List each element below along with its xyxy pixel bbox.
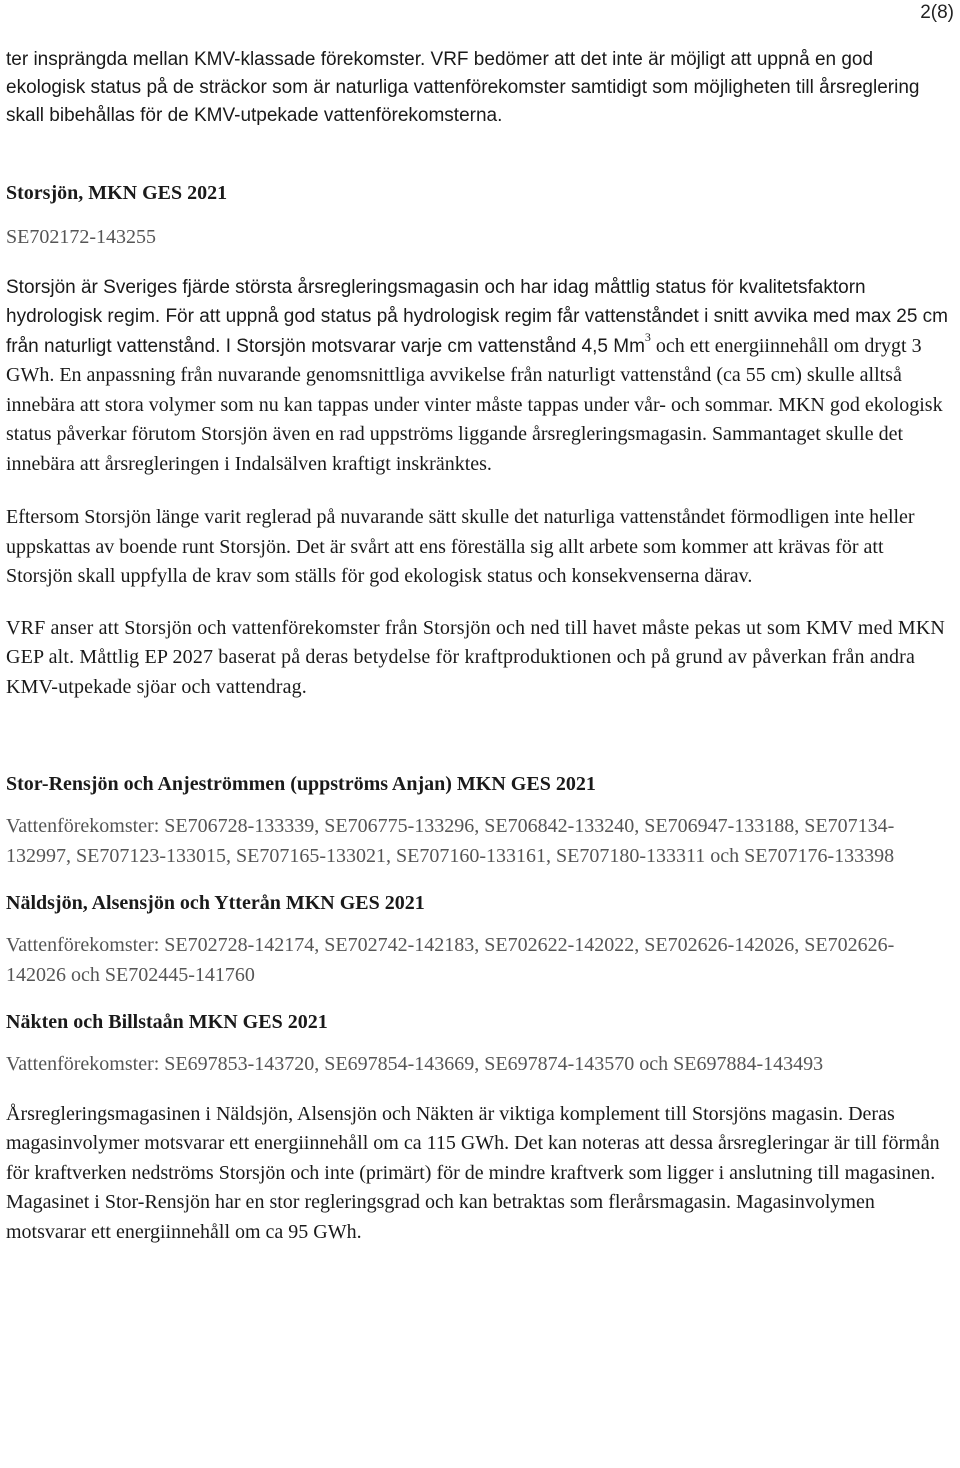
section-stor-rensjon (6, 770, 950, 871)
storsjon-paragraph-2: Eftersom Storsjön länge varit reglerad på nuvarande sätt skulle det naturliga vattenståndet förmodligen inte heller uppskattas av boende runt Storsjön. Det är svårt att ens föreställa sig allt arbete som kommer att krävas för att Storsjön skall uppfylla de krav som ställs för god ekologisk status och konsekvenserna därav. (6, 506, 915, 587)
storsjon-paragraph-1-sans: Storsjön är Sveriges fjärde största årsregleringsmagasin och har idag måttlig status för kvalitetsfaktorn hydrologisk regim. (6, 276, 866, 327)
intro-paragraph: ter insprängda mellan KMV-klassade förekomster. VRF bedömer att det inte är möjligt att uppnå en god ekologisk status på de sträckor som är naturliga vattenförekomster samtidigt som möjligheten till årsreglering skall bibehållas för de KMV-utpekade vattenförekomsterna. (6, 49, 920, 126)
section-heading-naldsjon: Näldsjön, Alsensjön och Ytterån MKN GES 2021 (6, 892, 425, 914)
superscript-3: 3 (644, 329, 651, 344)
storsjon-paragraph-1-middle: För att uppnå god status på hydrologisk regim får vattenståndet i snitt avvika med max 25 cm från naturligt vattenstånd. I Storsjön motsvarar varje cm vattenstånd 4,5 Mm (6, 306, 949, 357)
storsjon-paragraph-1-end: och ett energiinnehåll om drygt 3 GWh. En anpassning från nuvarande genomsnittliga avvikelse från naturligt vattenstånd (ca 55 cm) skulle alltså innebära att stora volymer som nu kan tappas under vinter måste tappas under vår- och sommar. MKN god ekologisk status påverkar förutom Storsjön även en rad uppströms liggande årsregleringsmagasin. Sammantaget skulle det innebära att årsregleringen i Indalsälven kraftigt inskränktes. (6, 334, 943, 475)
section-storsjon (6, 179, 950, 702)
water-body-id: SE702172-143255 (6, 226, 156, 248)
water-body-list: Vattenförekomster: SE702728-142174, SE702742-142183, SE702622-142022, SE702626-142026, SE702626-142026 och SE702445-141760 (6, 934, 895, 986)
water-body-list: Vattenförekomster: SE706728-133339, SE706775-133296, SE706842-133240, SE706947-133188, SE707134-132997, SE707123-133015, SE707165-133021, SE707160-133161, SE707180-133311 och SE707176-133398 (6, 815, 895, 867)
storsjon-paragraph-3: VRF anser att Storsjön och vattenförekomster från Storsjön och ned till havet måste pekas ut som KMV med MKN GEP alt. Måttlig EP 2027 baserat på deras betydelse för kraftproduktionen och på grund av påverkan från andra KMV-utpekade sjöar och vattendrag. (6, 616, 946, 698)
document-body (6, 46, 950, 1247)
section-heading-stor-rensjon: Stor-Rensjön och Anjeströmmen (uppströms Anjan) MKN GES 2021 (6, 773, 596, 795)
section-naldsjon (6, 889, 950, 990)
section-heading-nakten: Näkten och Billstaån MKN GES 2021 (6, 1011, 328, 1033)
storsjon-paragraph-1 (6, 273, 950, 480)
nakten-paragraph-1: Årsregleringsmagasinen i Näldsjön, Alsensjön och Näkten är viktiga komplement till Storsjöns magasin. Deras magasinvolymer motsvarar ett energiinnehåll om ca 115 GWh. Det kan noteras att dessa årsregleringar är till förmån för kraftverken nedströms Storsjön och inte (primärt) för de mindre kraftverk som ligger i anslutning till magasinen. Magasinet i Stor-Rensjön har en stor regleringsgrad och kan betraktas som flerårsmagasin. Magasinvolymen motsvarar ett energiinnehåll om ca 95 GWh. (6, 1102, 940, 1243)
water-body-list: Vattenförekomster: SE697853-143720, SE697854-143669, SE697874-143570 och SE697884-143493 (6, 1053, 824, 1075)
section-nakten (6, 1008, 950, 1247)
section-heading-storsjon: Storsjön, MKN GES 2021 (6, 182, 228, 204)
page-number: 2(8) (920, 2, 954, 23)
